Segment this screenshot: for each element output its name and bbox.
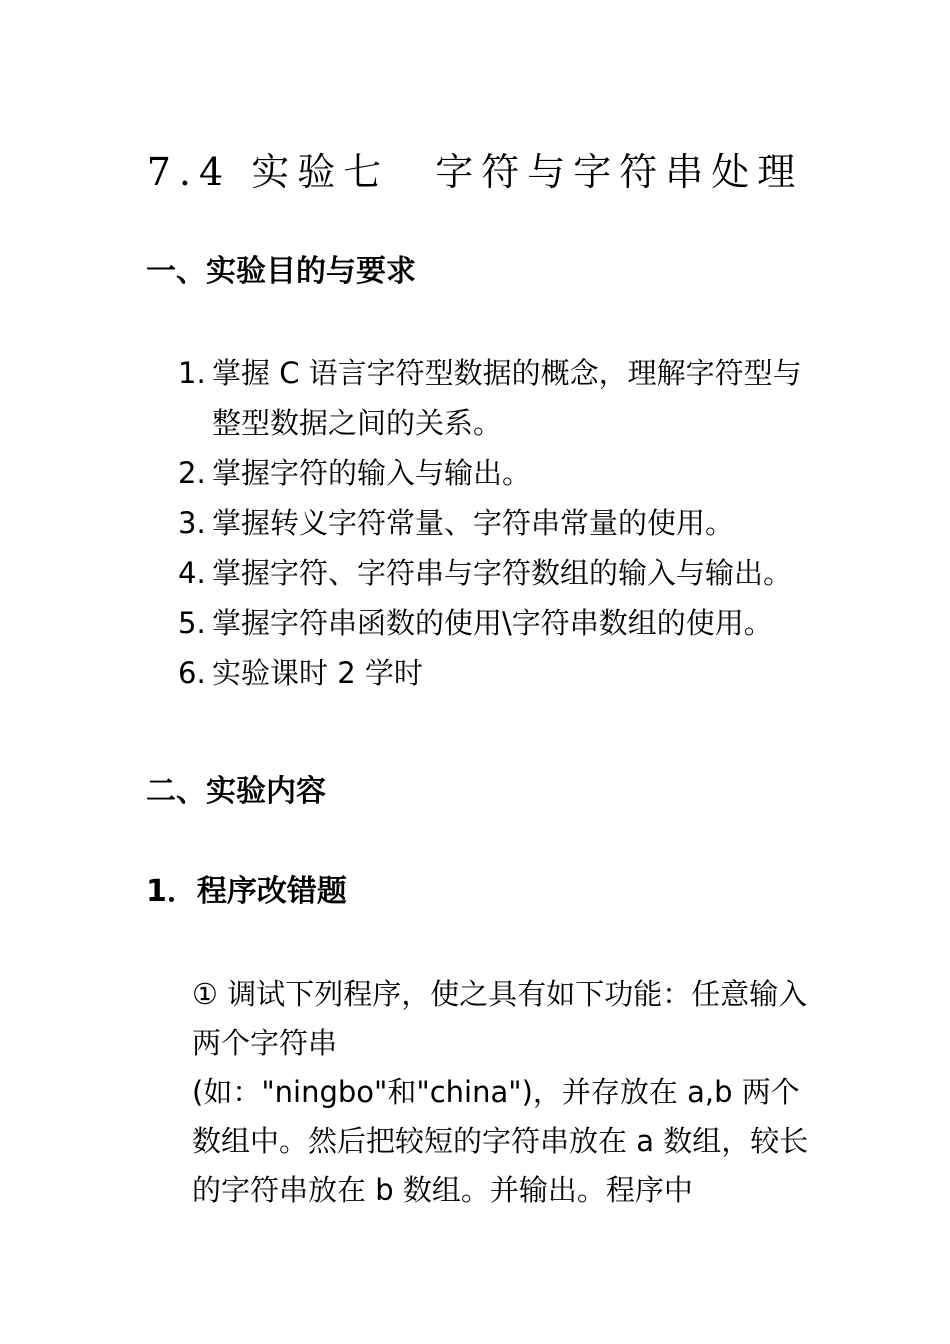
task-paragraph: ① 调试下列程序，使之具有如下功能：任意输入两个字符串 xyxy=(192,977,808,1060)
list-item-text: 掌握字符串函数的使用\字符串数组的使用。 xyxy=(212,606,773,640)
list-item-text: 掌握字符、字符串与字符数组的输入与输出。 xyxy=(212,556,793,590)
list-item-text: 实验课时 2 学时 xyxy=(212,656,423,690)
list-item-number: 3. xyxy=(178,506,206,540)
page-title: 7.4 实验七 字符与字符串处理 xyxy=(146,150,804,194)
list-item xyxy=(178,548,828,598)
objectives-list xyxy=(178,348,828,698)
list-item xyxy=(178,448,828,498)
list-item xyxy=(178,648,828,698)
section-heading-content: 二、实验内容 xyxy=(146,774,326,809)
task-paragraph: (如："ningbo"和"china")，并存放在 a,b 两个数组中。然后把较短的字符串放在 a 数组，较长的字符串放在 b 数组。并输出。程序中 xyxy=(192,1075,809,1207)
list-item-number: 4. xyxy=(178,556,206,590)
task-description xyxy=(192,970,822,1215)
section-heading-debugging: 1．程序改错题 xyxy=(146,874,347,909)
list-item-text: 掌握 C 语言字符型数据的概念，理解字符型与整型数据之间的关系。 xyxy=(212,356,802,440)
list-item xyxy=(178,348,828,448)
list-item-number: 2. xyxy=(178,456,206,490)
section-heading-objectives: 一、实验目的与要求 xyxy=(146,254,416,289)
list-item-number: 1. xyxy=(178,356,206,390)
list-item xyxy=(178,598,828,648)
list-item xyxy=(178,498,828,548)
list-item-text: 掌握转义字符常量、字符串常量的使用。 xyxy=(212,506,735,540)
list-item-text: 掌握字符的输入与输出。 xyxy=(212,456,532,490)
list-item-number: 6. xyxy=(178,656,206,690)
list-item-number: 5. xyxy=(178,606,206,640)
